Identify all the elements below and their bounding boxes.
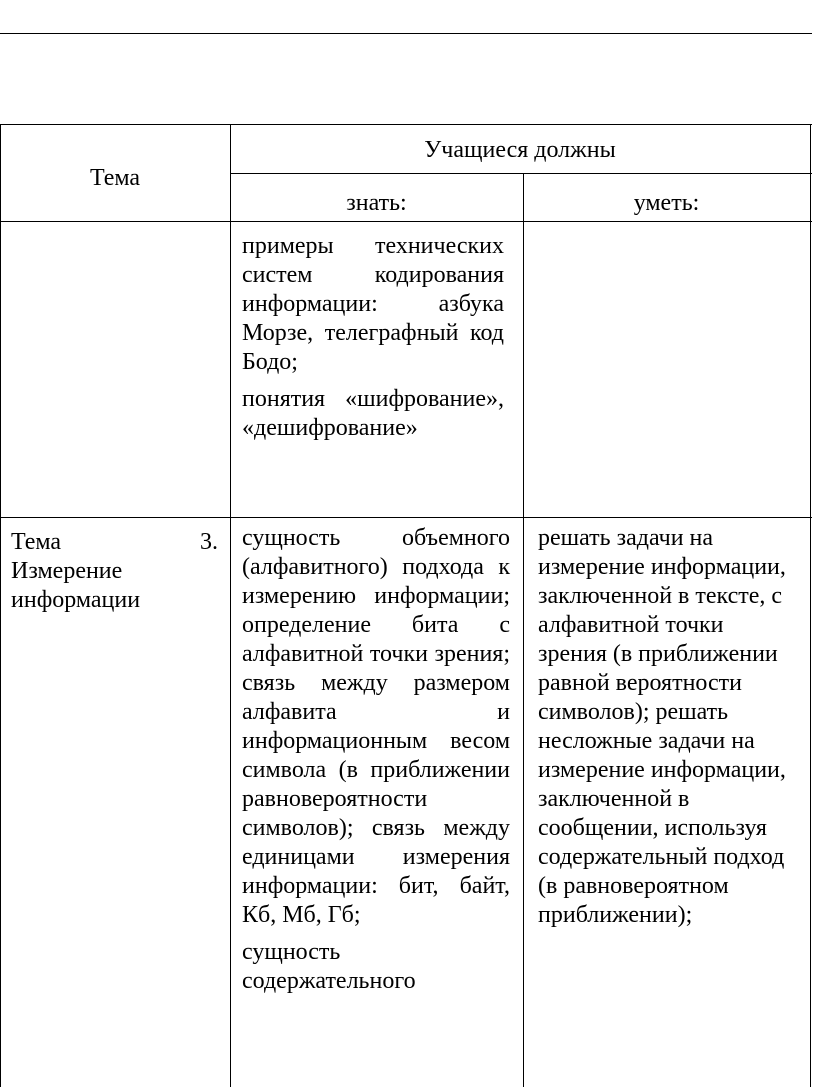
- row-2-know-item: сущность содержательного: [242, 939, 416, 994]
- row-2-topic-number: Тема 3.: [11, 529, 218, 555]
- row-2-topic-name: Измерение информации: [11, 558, 141, 613]
- header-can: уметь:: [633, 190, 700, 216]
- header-bottom-border: [0, 221, 812, 222]
- row-1-know-cell: [242, 232, 504, 443]
- row-2-topic-cell: [11, 528, 218, 615]
- header-know: знать:: [346, 190, 407, 216]
- column-divider-1: [230, 124, 231, 1087]
- row-2-can-text: решать задачи на измерение информации, заключенной в тексте, с алфавитной точки зрения (в приближении равной вероятности символов); решать несложные задачи на измерение информации, заключенной в сообщении, используя содержательный подход (в равновероятном приближении);: [538, 525, 786, 928]
- row-2-can-cell: [538, 524, 796, 930]
- table-right-border: [810, 124, 811, 1087]
- header-tema: Тема: [89, 165, 141, 191]
- row-2-know-cell: [242, 524, 510, 996]
- column-divider-2: [523, 173, 524, 1087]
- row-1-bottom-border: [0, 517, 812, 518]
- row-2-know-item: сущность объемного (алфавитного) подхода к измерению информации; определение бита с алфавитной точки зрения; связь между размером алфавита и информационным весом символа (в приближении равновероятности символов); связь между единицами измерения информации: бит, байт, Кб, Мб, Гб;: [242, 525, 510, 928]
- row-1-know-item: понятия «шифрование», «дешифрование»: [242, 386, 504, 441]
- table-left-border: [0, 124, 1, 1087]
- header-students-must: Учащиеся должны: [424, 137, 616, 163]
- row-1-know-item: примеры технических систем кодирования информации: азбука Морзе, телеграфный код Бодо;: [242, 233, 504, 375]
- header-split-border: [230, 173, 812, 174]
- table-top-border: [0, 124, 812, 125]
